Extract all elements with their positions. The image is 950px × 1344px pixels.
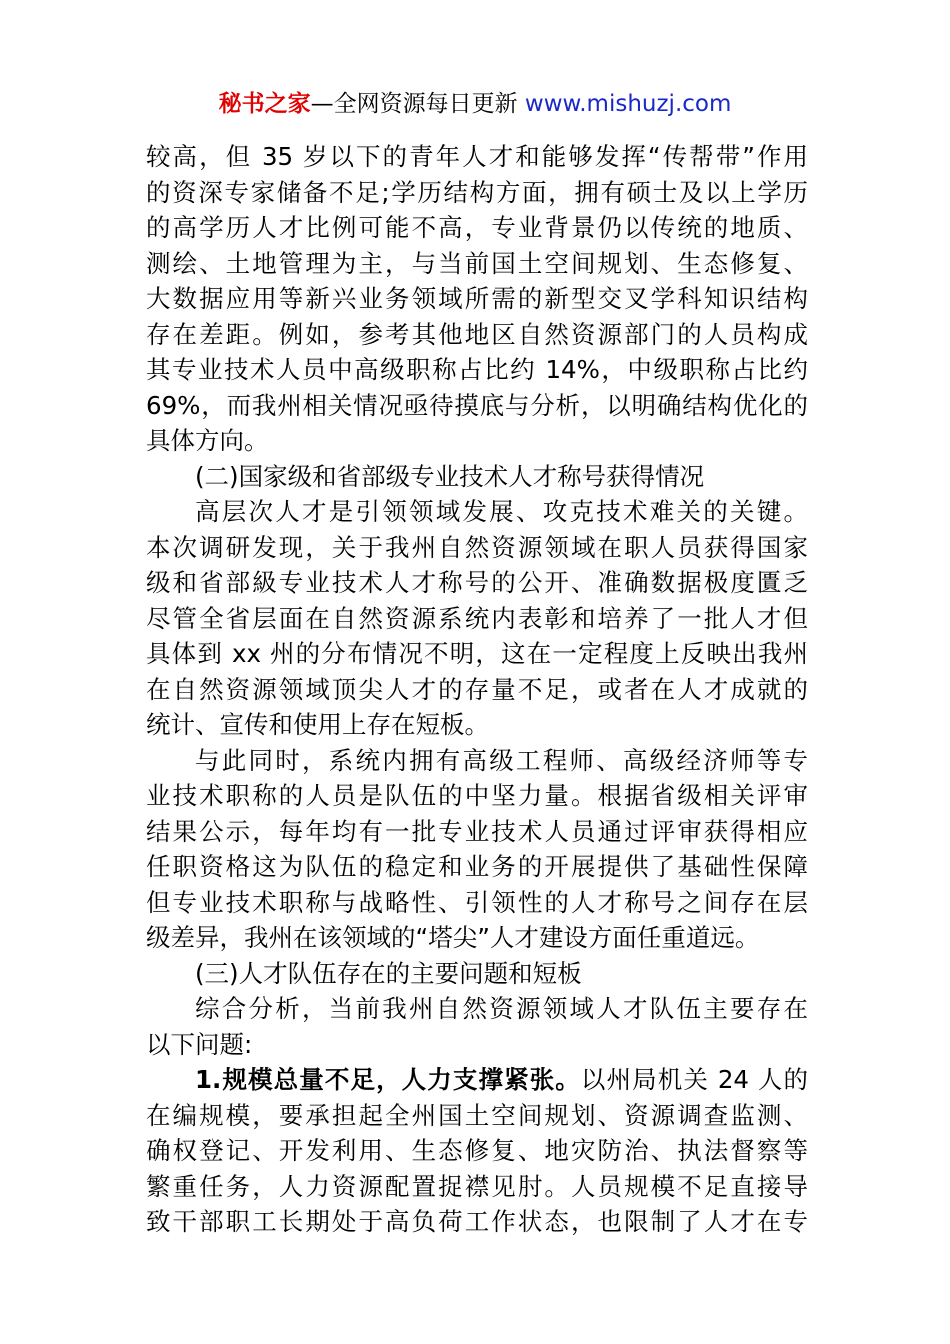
text-line: 较高，但 35 岁以下的青年人才和能够发挥“传帮带”作用: [146, 142, 808, 171]
document-body: [146, 139, 808, 1240]
text-line: 统计、宣传和使用上存在短板。: [146, 710, 489, 739]
brand-name: 秘书之家: [218, 91, 311, 117]
text-line: 以下问题:: [146, 1029, 253, 1059]
paragraph-first-line: 高层次人才是引领领域发展、攻克技术难关的关键。: [195, 497, 808, 526]
section-heading: (三)人才队伍存在的主要问题和短板: [195, 958, 582, 988]
bold-lead-in: 1.规模总量不足，人力支撑紧张。: [195, 1065, 581, 1094]
text-line: 其专业技术人员中高级职称占比约 14%，中级职称占比约: [146, 355, 808, 384]
text-line: 级和省部級专业技术人才称号的公开、准确数据极度匱乏: [146, 568, 808, 597]
text-line: 级差异，我州在该领域的“塔尖”人才建设方面任重道远。: [146, 923, 760, 952]
text-line: 具体到 xx 州的分布情况不明，这在一定程度上反映出我州: [146, 639, 808, 668]
text-line: 测绘、土地管理为主，与当前国土空间规划、生态修复、: [146, 248, 808, 278]
text-line: 本次调研发现，关于我州自然资源领域在职人员获得国家: [146, 532, 808, 562]
lead-in-continuation: 以州局机关 24 人的: [580, 1065, 808, 1094]
text-line: 的资深专家储备不足;学历结构方面，拥有硕士及以上学历: [146, 177, 808, 207]
header-tagline: —全网资源每日更新: [310, 91, 525, 117]
text-line: 在自然资源领域顶尖人才的存量不足，或者在人才成就的: [146, 674, 808, 704]
text-line: 的高学历人才比例可能不高，专业背景仍以传统的地质、: [146, 213, 808, 242]
text-line: 确权登记、开发利用、生态修复、地灾防治、执法督察等: [146, 1136, 808, 1165]
text-line: 致干部职工长期处于高负荷工作状态，也限制了人才在专: [146, 1207, 808, 1236]
text-line: 69%，而我州相关情况亟待摸底与分析，以明确结构优化的: [146, 390, 808, 420]
site-header: [0, 86, 950, 122]
text-line: 大数据应用等新兴业务领域所需的新型交叉学科知识结构: [146, 284, 808, 313]
paragraph-first-line: [146, 1062, 808, 1098]
paragraph-first-line: 综合分析，当前我州自然资源领域人才队伍主要存在: [195, 994, 808, 1023]
text-line: 存在差距。例如，参考其他地区自然资源部门的人员构成: [146, 319, 808, 349]
text-line: 业技术职称的人员是队伍的中坚力量。根据省级相关评审: [146, 781, 808, 810]
text-line: 在编规模，要承担起全州国土空间规划、资源调查监测、: [146, 1100, 808, 1130]
text-line: 具体方向。: [146, 426, 269, 455]
site-url-link[interactable]: www.mishuzj.com: [524, 91, 732, 117]
text-line: 繁重任务，人力资源配置捉襟见肘。人员规模不足直接导: [146, 1171, 808, 1201]
section-heading: (二)国家级和省部级专业技术人才称号获得情况: [195, 461, 705, 491]
paragraph-first-line: 与此同时，系统内拥有高级工程师、高级经济师等专: [195, 745, 808, 775]
text-line: 结果公示，每年均有一批专业技术人员通过评审获得相应: [146, 816, 808, 846]
text-line: 任职资格这为队伍的稳定和业务的开展提供了基础性保障: [146, 852, 808, 881]
text-line: 但专业技术职称与战略性、引领性的人才称号之间存在层: [146, 887, 808, 917]
text-line: 尽管全省层面在自然资源系统内表彰和培养了一批人才但: [146, 603, 808, 633]
